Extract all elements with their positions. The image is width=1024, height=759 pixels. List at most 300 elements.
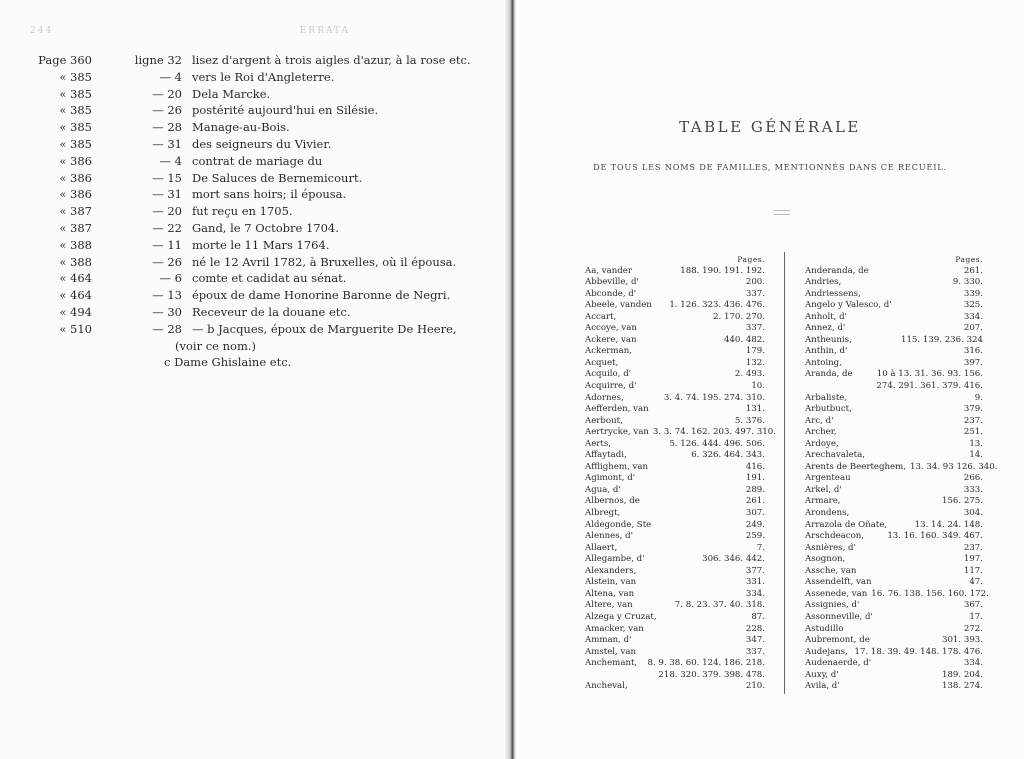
running-head-page-number: 244 — [30, 26, 54, 36]
index-entry — [585, 346, 765, 358]
index-entry — [805, 670, 983, 682]
index-entry — [805, 323, 983, 335]
page-references: 6. 326. 464. 343. — [691, 450, 765, 461]
errata-continuation: (voir ce nom.) — [175, 338, 257, 353]
index-entry — [805, 635, 983, 647]
family-name: Arechavaleta, — [805, 450, 865, 461]
errata-row — [34, 254, 471, 271]
index-entry — [585, 531, 765, 543]
index-column-right — [805, 254, 998, 693]
index-entry — [805, 508, 983, 520]
page-references: 228. — [745, 623, 765, 634]
page-references: 7. — [756, 542, 765, 553]
page-references: 334. — [963, 658, 983, 669]
index-entry — [585, 277, 765, 289]
page-references: 197. — [963, 554, 983, 565]
family-name: Arbaliste, — [805, 392, 848, 403]
page-references: 266. — [963, 473, 983, 484]
index-entry — [805, 439, 983, 451]
errata-line-number: 20 — [167, 86, 182, 101]
index-entry — [585, 520, 765, 532]
family-name: Acquet, — [585, 357, 619, 368]
page-references: 2. 170. 270. — [713, 311, 765, 322]
errata-ligne-label: — — [152, 120, 164, 135]
errata-page: « 385 — [59, 136, 92, 151]
family-name: Astudillo — [805, 623, 844, 634]
errata-correction: Dela Marcke. — [192, 86, 271, 101]
errata-line — [92, 220, 182, 237]
running-head-title: ERRATA — [299, 26, 350, 36]
family-name: Albernos, de — [585, 496, 640, 507]
family-name: Allegambe, d' — [585, 554, 645, 565]
page-references: 379. — [963, 404, 983, 415]
page-references: 9. 330. — [952, 277, 983, 288]
index-entry — [805, 588, 989, 601]
page-references: 5. 126. 444. 496. 506. — [669, 438, 765, 449]
errata-line — [92, 321, 182, 338]
errata-line — [92, 86, 182, 103]
family-name: Aertrycke, van — [585, 427, 649, 438]
page-references: 337. — [745, 323, 765, 334]
errata-line — [92, 203, 182, 220]
errata-line — [92, 119, 182, 136]
index-entry — [805, 496, 983, 508]
index-entry — [585, 335, 765, 347]
family-name: Anthin, d' — [805, 346, 848, 357]
index-entry — [805, 312, 983, 324]
family-name: Angelo y Valesco, d' — [805, 300, 892, 311]
page-references: 304. — [963, 508, 983, 519]
errata-line — [92, 186, 182, 203]
index-entry — [805, 554, 983, 566]
page-references: 347. — [745, 635, 765, 646]
page-references: 191. — [745, 473, 765, 484]
index-entry — [585, 462, 765, 474]
page-references: 316. — [963, 346, 983, 357]
errata-page: « 385 — [59, 103, 92, 118]
index-column-left — [585, 254, 776, 693]
errata-page: « 385 — [59, 69, 92, 84]
family-name: Abbeville, d' — [585, 277, 639, 288]
family-name: Assendelft, van — [805, 577, 872, 588]
page-references: 307. — [745, 508, 765, 519]
page-references: 333. — [963, 484, 983, 495]
page-references: 47. — [969, 577, 983, 588]
errata-line-number: 6 — [174, 271, 182, 286]
page-references: 10. — [751, 381, 765, 392]
page-references: 1. 126. 323. 436. 476. — [669, 300, 765, 311]
errata-row — [34, 86, 471, 103]
page-references: 13. 16. 160. 349. 467. — [887, 531, 983, 542]
family-name: Aa, vander — [585, 265, 633, 276]
page-references: 13. 34. 93 126. 340. — [910, 461, 998, 472]
page-references: 87. — [751, 611, 765, 622]
errata-correction: lisez d'argent à trois aigles d'azur, à la rose etc. — [192, 53, 471, 67]
family-name: Armare, — [805, 496, 841, 507]
family-name: Antoing, — [805, 357, 842, 368]
family-name: Auxy, d' — [805, 669, 839, 680]
index-entry — [805, 393, 983, 405]
index-entry — [585, 369, 765, 381]
errata-correction: morte le 11 Mars 1764. — [192, 237, 330, 252]
page-references: 207. — [963, 323, 983, 334]
errata-page: « 388 — [59, 254, 92, 269]
errata-ligne-label: — — [152, 86, 164, 101]
errata-row — [34, 270, 471, 287]
errata-page: « 386 — [59, 187, 92, 202]
index-entry — [805, 485, 983, 497]
index-entry — [585, 681, 765, 693]
errata-correction: postérité aujourd'hui en Silésie. — [192, 103, 379, 118]
errata-line-number: 26 — [167, 103, 182, 118]
errata-ligne-label: — — [152, 204, 164, 219]
page-references: 210. — [745, 681, 765, 692]
page-references: 8. 9. 38. 60. 124. 186. 218. — [647, 658, 765, 669]
family-name: Arbutbuct, — [805, 404, 852, 415]
errata-ligne-label: — — [152, 136, 164, 151]
errata-ligne-label: — — [152, 288, 164, 303]
family-name: Amman, d' — [585, 635, 632, 646]
index-entry — [805, 600, 983, 612]
page-references: 17. 18. 39. 49. 148. 178. 476. — [854, 646, 983, 657]
index-entry — [805, 577, 983, 589]
errata-page: « 385 — [59, 86, 92, 101]
page-references: 14. — [969, 450, 983, 461]
family-name: Avila, d' — [805, 681, 840, 692]
index-entry — [805, 658, 983, 670]
page-references: 337. — [745, 646, 765, 657]
errata-ligne-label: — — [152, 304, 164, 319]
page-references: 334. — [745, 588, 765, 599]
family-name: Afflighem, van — [585, 461, 649, 472]
index-entry — [585, 658, 765, 670]
page-references: 237. — [963, 542, 983, 553]
errata-row — [34, 136, 471, 153]
errata-correction: mort sans hoirs; il épousa. — [192, 187, 347, 202]
page-references: 337. — [745, 288, 765, 299]
errata-line — [92, 254, 182, 271]
index-entry — [805, 461, 998, 474]
pages-header: Pages. — [737, 255, 765, 264]
page-references: 377. — [745, 565, 765, 576]
family-name: Andriessens, — [805, 288, 861, 299]
errata-correction: époux de dame Honorine Baronne de Negri. — [192, 288, 451, 303]
index-entry — [805, 473, 983, 485]
errata-row — [34, 52, 471, 69]
index-entry — [805, 520, 983, 532]
family-name: Ardoye, — [805, 438, 839, 449]
index-entry — [585, 485, 765, 497]
page-references: 13. — [969, 438, 983, 449]
family-name: Audenaerde, d' — [805, 658, 872, 669]
index-entry — [805, 624, 983, 636]
errata-line-number: 32 — [167, 53, 182, 67]
family-name: Aerts, — [585, 438, 611, 449]
column-divider — [784, 252, 785, 694]
family-name: Alexanders, — [585, 565, 637, 576]
family-name: Agua, d' — [585, 484, 621, 495]
index-entry — [805, 450, 983, 462]
index-entry — [585, 496, 765, 508]
page-references: 325. — [963, 300, 983, 311]
page-references: 218. 320. 379. 398. 478. — [658, 669, 765, 680]
page-references: 9. — [974, 392, 983, 403]
errata-row — [34, 304, 471, 321]
index-entry — [805, 543, 983, 555]
ornamental-rule — [774, 210, 790, 215]
family-name: Abconde, d' — [585, 288, 637, 299]
errata-ligne-label: — — [152, 220, 164, 235]
index-entry — [585, 312, 765, 324]
family-name: Amstel, van — [585, 646, 637, 657]
page-references: 16. 76. 138. 156. 160. 172. — [871, 588, 989, 599]
errata-page: « 385 — [59, 120, 92, 135]
errata-page: « 494 — [59, 304, 92, 319]
errata-line — [92, 170, 182, 187]
errata-line — [92, 52, 182, 69]
page-references: 272. — [963, 623, 983, 634]
index-entry — [585, 600, 765, 612]
index-entry — [585, 577, 765, 589]
family-name: Acquilo, d' — [585, 369, 632, 380]
family-name: Abeele, vanden — [585, 300, 652, 311]
index-entry — [805, 647, 983, 659]
index-entry — [585, 439, 765, 451]
page-references: 10 à 13. 31. 36. 93. 156. — [876, 369, 983, 380]
index-entry — [585, 381, 765, 393]
page-references: 3. 4. 74. 195. 274. 310. — [663, 392, 765, 403]
family-name: Annez, d' — [805, 323, 846, 334]
family-name: Anderanda, de — [805, 265, 869, 276]
family-name: Assenede, van — [805, 588, 868, 599]
index-entry — [805, 277, 983, 289]
family-name: Affaytadi, — [585, 450, 627, 461]
family-name: Assonneville, d' — [805, 611, 873, 622]
index-entry — [805, 427, 983, 439]
errata-page: « 387 — [59, 204, 92, 219]
family-name: Antheunis, — [805, 334, 852, 345]
index-entry — [585, 473, 765, 485]
page-references: 115. 139. 236. 324 — [900, 334, 983, 345]
page-references: 17. — [969, 611, 983, 622]
book-gutter — [505, 0, 516, 759]
family-name: Aranda, de — [805, 369, 853, 380]
errata-row — [34, 237, 471, 254]
index-entry — [585, 508, 765, 520]
errata-row — [34, 287, 471, 304]
errata-line-number: 20 — [167, 204, 182, 219]
errata-ligne-label: — — [159, 271, 172, 286]
index-entry — [805, 566, 983, 578]
errata-page: Page 360 — [38, 53, 92, 67]
page-references: 13. 14. 24. 148. — [914, 519, 983, 530]
index-entry — [585, 670, 765, 682]
index-entry — [805, 681, 983, 693]
errata-correction: Manage-au-Bois. — [192, 120, 290, 135]
page-references: 179. — [745, 346, 765, 357]
index-entry — [805, 346, 983, 358]
family-name: Assche, van — [805, 565, 857, 576]
errata-ligne-label: — — [152, 254, 164, 269]
family-name: Asognon, — [805, 554, 846, 565]
errata-line-number: 4 — [174, 153, 182, 168]
page-references: 334. — [963, 311, 983, 322]
errata-correction: comte et cadidat au sénat. — [192, 271, 347, 286]
errata-line — [92, 102, 182, 119]
family-name: Amacker, van — [585, 623, 644, 634]
errata-line-number: 13 — [167, 288, 182, 303]
page-references: 131. — [745, 404, 765, 415]
family-name: Allaert, — [585, 542, 618, 553]
family-name: Alennes, d' — [585, 531, 633, 542]
page-references: 261. — [745, 496, 765, 507]
errata-line-number: 22 — [167, 220, 182, 235]
page-references: 261. — [963, 265, 983, 276]
index-entry — [585, 358, 765, 370]
page-references: 237. — [963, 415, 983, 426]
errata-page: « 386 — [59, 153, 92, 168]
page-references: 2. 493. — [734, 369, 765, 380]
family-name: Altena, van — [585, 588, 635, 599]
errata-ligne-label: — — [152, 321, 164, 336]
errata-correction: fut reçu en 1705. — [192, 204, 293, 219]
errata-ligne-label: — — [159, 69, 172, 84]
family-name: Alstein, van — [585, 577, 637, 588]
index-entry — [585, 404, 765, 416]
family-name: Acquirre, d' — [585, 381, 637, 392]
page-references: 397. — [963, 357, 983, 368]
page-references: 289. — [745, 484, 765, 495]
index-entry — [585, 300, 765, 312]
family-name: Arondens, — [805, 508, 850, 519]
family-name: Arschdeacon, — [805, 531, 865, 542]
page-references: 117. — [963, 565, 983, 576]
family-name: Arrazola de Oñate, — [805, 519, 888, 530]
errata-page: « 388 — [59, 237, 92, 252]
page-references: 301. 393. — [941, 635, 983, 646]
index-entry — [805, 612, 983, 624]
family-name: Ackere, van — [585, 334, 637, 345]
index-entry — [585, 554, 765, 566]
errata-line — [92, 270, 182, 287]
page-references: 259. — [745, 531, 765, 542]
page-references: 331. — [745, 577, 765, 588]
errata-page: « 386 — [59, 170, 92, 185]
family-name: Agimont, d' — [585, 473, 636, 484]
errata-ligne-label: — — [152, 237, 164, 252]
index-entry — [585, 566, 765, 578]
index-subtitle: DE TOUS LES NOMS DE FAMILLES, MENTIONNÉS DANS CE RECUEIL. — [593, 162, 947, 172]
index-entry — [585, 543, 765, 555]
errata-line — [92, 136, 182, 153]
errata-row — [34, 69, 471, 86]
index-entry — [585, 416, 765, 428]
errata-row — [34, 186, 471, 203]
page-references: 339. — [963, 288, 983, 299]
family-name: Arc, d' — [805, 415, 834, 426]
family-name: Arents de Beerteghem, — [805, 461, 906, 472]
family-name: Anholt, d' — [805, 311, 847, 322]
index-entry — [805, 531, 983, 543]
page-references: 440. 482. — [723, 334, 765, 345]
pages-header: Pages. — [955, 255, 983, 264]
family-name: Aldegonde, Ste — [585, 519, 652, 530]
errata-row — [34, 119, 471, 136]
family-name: Andries, — [805, 277, 842, 288]
errata-line — [92, 287, 182, 304]
page-references: 367. — [963, 600, 983, 611]
page-references: 251. — [963, 427, 983, 438]
index-title: TABLE GÉNÉRALE — [679, 118, 861, 136]
errata-correction: vers le Roi d'Angleterre. — [192, 69, 335, 84]
errata-row — [34, 170, 471, 187]
index-entry — [585, 450, 765, 462]
errata-page: « 464 — [59, 271, 92, 286]
errata-correction: Receveur de la douane etc. — [192, 304, 351, 319]
errata-ligne-label: — — [152, 187, 164, 202]
family-name: Aubremont, de — [805, 635, 870, 646]
index-entry — [585, 323, 765, 335]
page-references: 189. 204. — [941, 669, 983, 680]
index-entry — [805, 369, 983, 381]
page-references: 5. 376. — [734, 415, 765, 426]
family-name: Anchemant, — [585, 658, 638, 669]
errata-row — [34, 153, 471, 170]
index-entry — [585, 647, 765, 659]
index-entry — [585, 289, 765, 301]
page-references: 132. — [745, 357, 765, 368]
errata-line — [92, 304, 182, 321]
running-head — [30, 26, 350, 36]
index-entry — [585, 589, 765, 601]
index-entry — [805, 300, 983, 312]
errata-line-number: 31 — [167, 136, 182, 151]
errata-line-number: 28 — [167, 120, 182, 135]
index-entry — [585, 612, 765, 624]
errata-line-number: 4 — [174, 69, 182, 84]
errata-ligne-label: ligne — [134, 53, 164, 67]
errata-list — [34, 52, 471, 371]
index-entry — [585, 266, 765, 278]
family-name: Alzega y Cruzat, — [585, 611, 657, 622]
errata-correction: né le 12 Avril 1782, à Bruxelles, où il épousa. — [192, 254, 457, 269]
errata-ligne-label: — — [159, 153, 172, 168]
errata-page: « 510 — [59, 321, 92, 336]
errata-line-number: 11 — [167, 237, 182, 252]
errata-correction: contrat de mariage du — [192, 153, 323, 168]
errata-line-number: 31 — [167, 187, 182, 202]
index-entry — [805, 404, 983, 416]
family-name: Albregt, — [585, 508, 621, 519]
family-name: Argenteau — [805, 473, 851, 484]
page-references: 306. 346. 442. — [702, 554, 765, 565]
page-references: 416. — [745, 461, 765, 472]
index-entry — [585, 427, 776, 439]
errata-continuation: c Dame Ghislaine etc. — [164, 355, 292, 370]
family-name: Asnières, d' — [805, 542, 856, 553]
errata-line-number: 28 — [167, 321, 182, 336]
errata-correction: Gand, le 7 Octobre 1704. — [192, 220, 339, 235]
index-entry — [585, 624, 765, 636]
errata-row — [34, 203, 471, 220]
index-entry — [805, 289, 983, 301]
page-references: 138. 274. — [941, 681, 983, 692]
family-name: Ackerman, — [585, 346, 632, 357]
family-name: Audejans, — [805, 646, 848, 657]
errata-row — [34, 220, 471, 237]
errata-correction: — b Jacques, époux de Marguerite De Heere, — [192, 321, 457, 336]
family-name: Accart, — [585, 311, 617, 322]
